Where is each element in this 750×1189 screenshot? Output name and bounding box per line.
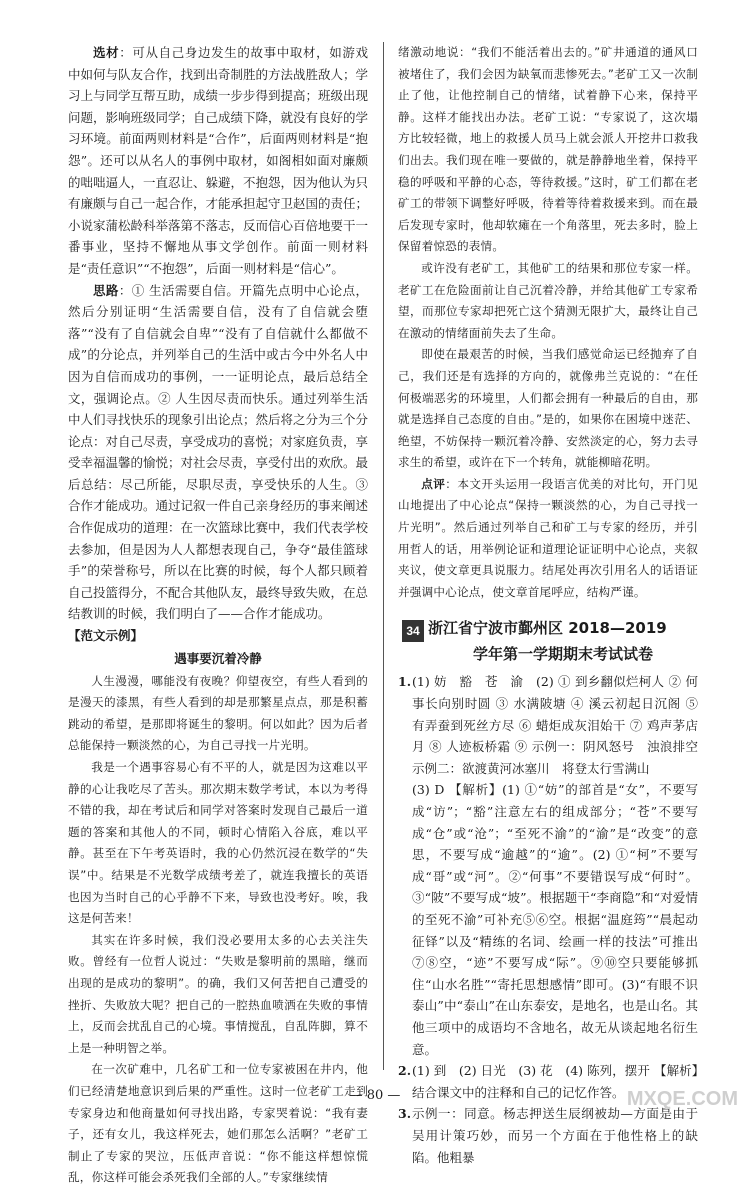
section-header [398,615,698,667]
answer-item [398,779,698,1060]
section-title-line2: 学年第一学期期末考试试卷 [472,645,653,664]
essay-paragraph: 即使在最艰苦的时候，当我们感觉命运已经抛弃了自己，我们还是有选择的方向的，就像弗兰克说的：“在任何极端恶劣的环境里，人们都会拥有一种最后的自由，那就是选择自己态度的自由。”是的，如果你在困境中迷茫、绝望，不妨保持一颗沉着冷静、安然淡定的心，努力去寻求生的希望，或许在下一个转角，就能柳暗花明。 [398,347,698,470]
answer-item [398,1103,698,1168]
comment-paragraph [398,474,698,604]
right-column [398,42,711,1168]
essay-body-left [68,671,368,1189]
approach-paragraph [68,280,368,626]
material-paragraph [68,42,368,280]
essay-paragraph: 或许没有老矿工，其他矿工的结果和那位专家一样。老矿工在危险面前让自己沉着冷静，并给其他矿工专家希望，而那位专家却把死亡这个猜测无限扩大，最终让自己在激动的情绪面前失去了生命。 [398,260,698,340]
model-essay-label: 【范文示例】 [68,628,144,644]
answer-text: (3) D 【解析】(1) ①“妨”的部首是“女”，不要写成“访”；“豁”注意左右的组成部分；“苍”不要写成“仓”或“沧”；“至死不渝”的“渝”是“改变”的意思，不要写成“逾越”的“逾”。(2) ①“柯”不要写成“哥”或“河”。②“何事”不要错误写成“何时”。③“陂”不要写成“坡”。根据题干“李商隐”和“对爱情的至死不渝”可补充⑤⑥空。根据“温庭筠”“晨起动征铎”以及“精练的名词、绘画一样的技法”可推出⑦⑧空，“迹”不要写成“际”。⑨⑩空只要能够抓住“山水名胜”“寄托思想感情”即可。(3)“有眼不识泰山”中“泰山”在山东泰安，是地名，也是山名。其他三项中的成语均不含地名，故无从谈起地名衍生意。 [412,782,698,1057]
answer-number: 3. [398,1106,412,1122]
watermark-logo [590,1067,740,1113]
approach-keyword: 思路 [93,282,119,298]
section-number-badge: 34 [402,620,424,642]
essay-paragraph: 人生漫漫，哪能没有夜晚？仰望夜空，有些人看到的是漫天的漆黑，有些人看到的却是那繁星点点，那是积蓄跳动的希望，是那即将诞生的黎明。何以如此？因为后者总能保持一颗淡然的心，为自己寻找一片光明。 [68,673,368,753]
essay-paragraph: 绪激动地说：“我们不能活着出去的。”矿井通道的通风口被堵住了，我们会因为缺氧而悲惨死去。”老矿工又一次制止了他，让他控制自己的情绪，试着静下心来，保持平静。这样才能找出办法。老矿工说：“专家说了，这次塌方比较轻微，地上的救援人员马上就会派人开挖井口救我们出去。我们现在唯一要做的，就是静静地坐着，保持平稳的呼吸和平静的心态，等待救援。”这时，矿工们都在老矿工的带领下调整好呼吸，待着等待着救援来到。而在最后发现专家时，他却软瘫在一个角落里，死去多时，脸上保留着惊恐的表情。 [398,45,698,254]
essay-paragraph: 在一次矿难中，几名矿工和一位专家被困在井内，他们已经清楚地意识到后果的严重性。这时一位老矿工走到专家身边和他商量如何寻找出路，专家哭着说：“我有妻子，还有女儿，我这样死去，她们那怎么活啊？”老矿工制止了专家的哭泣，压低声音说：“你不能这样想惊慌乱，你这样可能会杀死我们全部的人。”专家继续情 [68,1062,368,1185]
comment-text: ：本文开头运用一段语言优美的对比句，开门见山地提出了中心论点“保持一颗淡然的心，为自己寻找一片光明”。然后通过列举自己和矿工与专家的经历，并引用哲人的话，用举例论证和道理论证证明中心论点，夹叙夹议，使文章更具说服力。结尾处再次引用名人的话语证并强调中心论点，使文章首尾呼应，结构严谨。 [398,476,698,599]
answer-text: 示例一：同意。杨志押送生辰纲被劫—方面是由于吴用计策巧妙，而另一个方面在于他性格上的缺陷。他粗暴 [412,1106,698,1165]
material-keyword: 选材 [93,45,120,60]
comment-keyword: 点评 [421,476,446,491]
answer-number: 2. [398,1063,412,1079]
left-column [68,42,368,1189]
answer-number: 1. [398,674,412,690]
page-number: — 80 — [349,1088,401,1103]
watermark-text: MXQE.COM [626,1088,738,1110]
essay-paragraph: 我是一个遇事容易心有不平的人，就是因为这难以平静的心让我吃尽了苦头。那次期末数学考试，本以为考得不错的我，却在考试后和同学对答案时发现自己最后一道题的答案和其他人的不同，顿时心情陷入谷底，难以平静。甚至在下午考英语时，我的心仍然沉浸在数学的“失误”中。结果是不光数学成绩考差了，就连我擅长的英语也因为当时自己的心乎静不下来，导致也没考好。唉，我这是何苦来！ [68,760,368,926]
column-divider [383,42,384,1070]
essay-title: 遇事要沉着冷静 [174,650,262,666]
section-title-line1: 浙江省宁波市鄞州区 2018—2019 [428,619,667,638]
answer-text: (1) 妨 豁 苍 渝 (2) ① 到乡翻似烂柯人 ② 何事长向别时圆 ③ 水满陂塘 ④ 溪云初起日沉阁 ⑤ 有弄蚕到死丝方尽 ⑥ 蜡炬成灰泪始干 ⑦ 鸡声茅店月 ⑧ 人迹板桥霜 ⑨ 示例一：阴风怒号 浊浪排空 示例二：欲渡黄河冰塞川 将登太行雪满山 [412,674,711,776]
answer-item [398,671,711,779]
essay-paragraph: 其实在许多时候，我们没必要用太多的心去关注失败。曾经有一位哲人说过：“失败是黎明前的黑暗，继而出现的是成功的黎明”。的确，我们又何苦把自己遭受的挫折、失败放大呢？把自己的一腔热血喷洒在失败的事情上，反而会扰乱自己的心境。事情搅乱，自乱阵脚，算不上是一种明智之举。 [68,932,368,1055]
essay-body-right [398,42,698,603]
answer-text: (1) 到 (2) 日光 (3) 花 (4) 陈列，摆开 【解析】结合课文中的注释和自己的记忆作答。 [412,1063,698,1100]
approach-text: ：① 生活需要自信。开篇先点明中心论点，然后分别证明“生活需要自信，没有了自信就会堕落”“没有了自信就会自卑”“没有了自信就什么都做不成”的分论点，并列举自己的生活中或古今中外名人中因为自信而成功的事例，一一证明论点，最后总结全文，强调论点。② 人生因尽责而快乐。通过列举生活中人们寻找快乐的现象引出论点；然后将之分为三个分论点：对自己尽责，享受成功的喜悦；对家庭负责，享受幸福温馨的愉悦；对社会尽责，享受付出的欢欣。最后总结：尽己所能，尽职尽责，享受快乐的人生。③ 合作才能成功。通过记叙一件自己亲身经历的事来阐述合作促成功的道理：在一次篮球比赛中，我们代表学校去参加，但是因为人人都想表现自己，争夺“最佳篮球手”的荣誉称号，所以在比赛的时候，每个人都只顾着自己投篮得分，不配合其他队友，最终导致失败，在总结教训的时候，我们明白了——合作才能成功。 [68,282,369,622]
material-text: ：可从自己身边发生的故事中取材，如游戏中如何与队友合作，找到出奇制胜的方法战胜敌人；学习上与同学互帮互助，成绩一步步得到提高；班级出现问题，影响班级同学；自己成绩下降，就没有良好的学习环境。前面两则材料是“合作”，后面两则材料是“抱怨”。还可以从名人的事例中取材，如阁相如面对廉颇的咄咄逼人，一直忍让、躲避，不抱怨，因为他认为只有廉颇与自己一起合作，才能承担起守卫赵国的责任；小说家蒲松龄科举落第不落志，反而信心百倍地要干一番事业，坚持不懈地从事文学创作。前面一则材料是“责任意识”“不抱怨”，后面一则材料是“信心”。 [68,45,369,276]
